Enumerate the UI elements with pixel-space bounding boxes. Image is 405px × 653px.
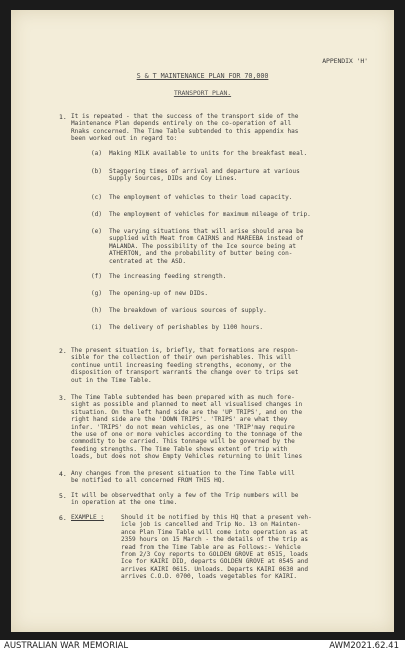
paragraph-line: feeding strengths. The Time Table shows extent of trip with (71, 445, 288, 453)
list-item-text: (e) (91, 228, 103, 235)
list-item-text: Supply Sources, DIDs and Coy Lines. (109, 175, 238, 183)
footer-reference: AWM2021.62.41 (329, 641, 399, 651)
para-number-5: 5. (59, 492, 67, 500)
list-item-text: The delivery of perishables by 1100 hours. (109, 324, 264, 331)
footer-source: AUSTRALIAN WAR MEMORIAL (4, 641, 129, 651)
list-item-text: The opening-up of new DIDs. (109, 290, 209, 297)
list-item (109, 211, 311, 218)
appendix-label: APPENDIX 'H' (322, 57, 368, 65)
paragraph-1 (71, 113, 298, 143)
paragraph-line: Should it be notified by this HQ that a present veh- (121, 514, 312, 521)
paragraph-3 (71, 394, 302, 461)
paragraph-line: infer. 'TRIPS' do not mean vehicles, as one 'TRIP'may require (71, 423, 295, 431)
list-item (91, 194, 102, 201)
list-item (109, 150, 307, 157)
list-item-text: (h) (91, 307, 103, 314)
paragraph-line: arrives KAIRI 0615. Unloads. Departs KAIRI 0630 and (121, 565, 309, 573)
list-item (91, 228, 102, 235)
list-item (109, 228, 303, 265)
paragraph-4 (71, 470, 295, 485)
paragraph-line: It will be observedthat only a few of the Trip numbers will be (71, 492, 299, 499)
paragraph-5 (71, 492, 298, 507)
list-item (109, 290, 208, 297)
list-item (91, 273, 102, 280)
paragraph-line: in operation at the one time. (71, 499, 178, 507)
archive-footer (0, 640, 405, 653)
paragraph-line: commodity to be carried. This tonnage will be governed by the (71, 438, 295, 446)
paragraph-line: situation. On the left hand side are the 'UP TRIPS', and on the (71, 408, 303, 416)
list-item (109, 168, 300, 183)
paragraph-line: icle job is cancelled and Trip No. 13 on Mainten- (121, 521, 301, 529)
paragraph-line: Any changes from the present situation to the Time Table will (71, 470, 295, 477)
list-item (109, 194, 292, 201)
list-item (109, 273, 226, 280)
paragraph-line: The Time Table subtended has been prepared with as much fore- (71, 394, 295, 401)
paragraph-line: ance Plan Time Table will come into operation as at (121, 528, 309, 536)
list-item (91, 324, 102, 331)
list-item-text: (a) (91, 150, 103, 157)
list-item (109, 307, 267, 314)
paragraph-line: been worked out in regard to: (71, 135, 178, 143)
paragraph-line: Maintenance Plan depends entirely on the co-operation of all (71, 120, 292, 128)
document-page (11, 10, 394, 632)
list-item-text: ATHERTON, and the probability of butter being con- (109, 250, 293, 258)
paragraph-line: The present situation is, briefly, that formations are respon- (71, 347, 299, 354)
list-item-text: (g) (91, 290, 103, 297)
paragraph-line: arrives C.O.D. 0700, loads vegetables for KAIRI. (121, 573, 298, 581)
paragraph-line: loads, but does not show Empty Vehicles returning to Unit lines (71, 453, 303, 461)
list-item (109, 324, 263, 331)
list-item-text: (f) (91, 273, 103, 280)
list-item-text: The varying situations that will arise should area be (109, 228, 304, 235)
para-number-3: 3. (59, 394, 67, 402)
paragraph-line: sight as possible and planned to meet all visualised changes in (71, 401, 303, 409)
page-title: S & T MAINTENANCE PLAN FOR 70,000 (136, 72, 269, 80)
list-item (91, 290, 102, 297)
list-item-text: MALANDA. The possibility of the Ice source being at (109, 242, 297, 250)
para-number-6: 6. (59, 514, 67, 522)
example-label: EXAMPLE : (71, 514, 105, 521)
list-item-text: (i) (91, 324, 103, 331)
list-item (91, 307, 102, 314)
list-item-text: (d) (91, 211, 103, 218)
list-item-text: The employment of vehicles to their load capacity. (109, 194, 293, 201)
list-item-text: Staggering times of arrival and departure at various (109, 168, 300, 175)
paragraph-line: continue until increasing feeding strengths, economy, or the (71, 361, 292, 369)
para-number-1: 1. (59, 113, 67, 121)
paragraph-line: out in the Time Table. (71, 376, 152, 384)
paragraph-6 (121, 514, 312, 581)
list-item-text: The breakdown of various sources of supply. (109, 307, 267, 314)
page-subtitle: TRANSPORT PLAN. (173, 89, 232, 97)
paragraph-line: sible for the collection of their own perishables. This will (71, 354, 292, 362)
list-item (91, 211, 102, 218)
list-item-text: The increasing feeding strength. (109, 273, 227, 280)
paragraph-line: 2359 hours on 15 March - the details of the trip as (121, 536, 309, 544)
list-item (91, 150, 102, 157)
paragraph-line: It is repeated - that the success of the transport side of the (71, 113, 299, 120)
list-item-text: (b) (91, 168, 103, 175)
list-item (91, 168, 102, 175)
list-item-text: centrated at the ASD. (109, 257, 187, 265)
list-item-text: The employment of vehicles for maximum mileage of trip. (109, 211, 311, 218)
list-item-text: Making MILK available to units for the breakfast meal. (109, 150, 308, 157)
para-number-4: 4. (59, 470, 67, 478)
paragraph-line: right hand side are the 'DOWN TRIPS'. 'TRIPS' are what they (71, 416, 288, 424)
paragraph-line: the use of one or more vehicles according to the tonnage of the (71, 431, 303, 439)
paragraph-line: read from the Time Table are as Follows:- Vehicle (121, 543, 301, 551)
paragraph-line: Rnaks concerned. The Time Table subtended to this appendix has (71, 127, 299, 135)
list-item-text: (c) (91, 194, 103, 201)
paragraph-line: be notified to all concerned FROM THIS HQ. (71, 477, 226, 485)
paragraph-2 (71, 347, 298, 384)
paragraph-line: Ice for KAIRI DID, departs GOLDEN GROVE at 0545 and (121, 558, 309, 566)
list-item-text: supplied with Meat from CAIRNS and MAREEBA instead of (109, 235, 304, 243)
para-number-2: 2. (59, 347, 67, 355)
paragraph-line: disposition of transport warrants the change over to trips set (71, 369, 299, 377)
paragraph-line: from 2/3 Coy reports to GOLDEN GROVE at 0515, loads (121, 551, 309, 559)
